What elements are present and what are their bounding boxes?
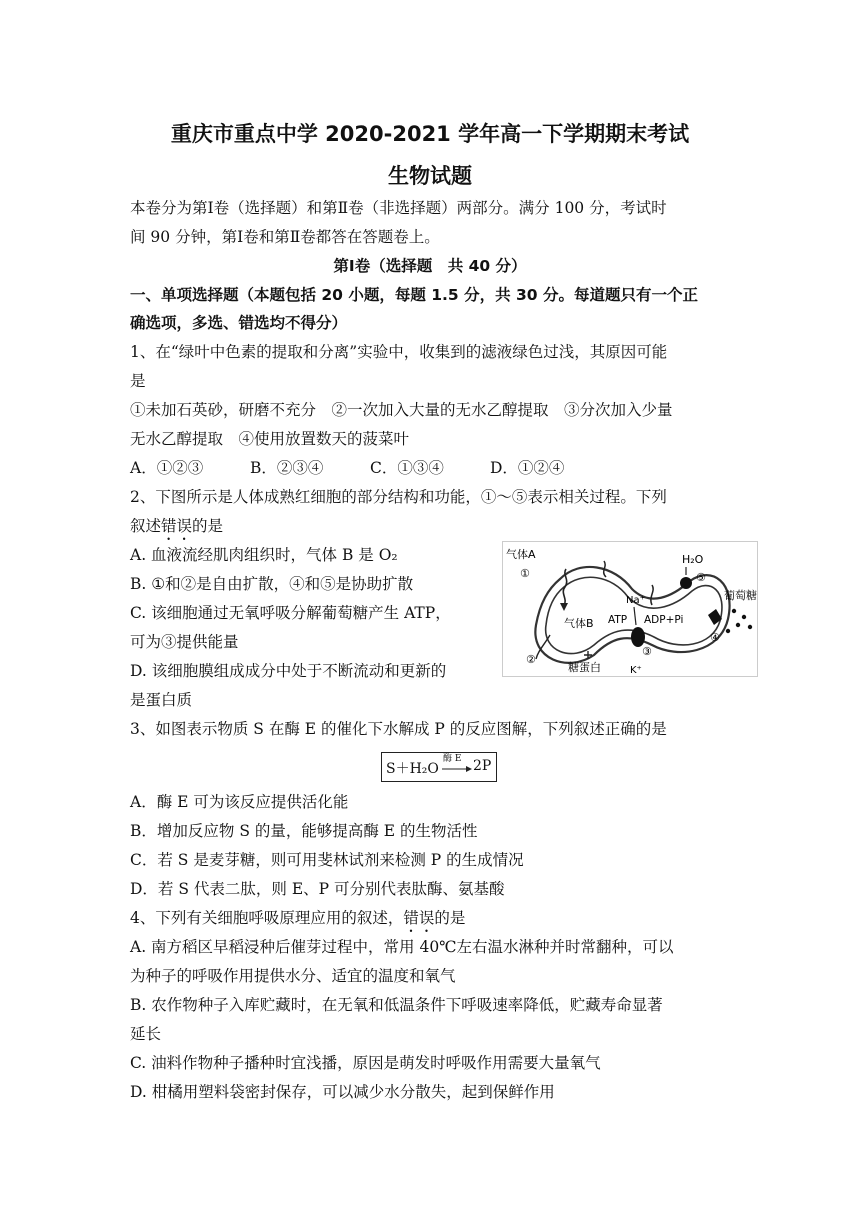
q4-option-b-2: 延长 — [130, 1025, 162, 1043]
process-5-label: ⑤ — [696, 571, 706, 584]
q3-option-a: A．酶 E 可为该反应提供活化能 — [130, 793, 349, 811]
process-2-label: ② — [526, 653, 536, 666]
q3-stem: 3、如图表示物质 S 在酶 E 的催化下水解成 P 的反应图解，下列叙述正确的是 — [130, 720, 667, 738]
q2-option-b: B. ①和②是自由扩散，④和⑤是协助扩散 — [130, 575, 414, 593]
red-blood-cell-figure — [502, 541, 758, 677]
glycoprotein-label: 糖蛋白 — [568, 661, 601, 674]
glucose-dot — [742, 615, 746, 619]
q1-option-c: C．①③④ — [370, 459, 444, 477]
q2-option-d-2: 是蛋白质 — [130, 691, 193, 709]
section-heading: 第Ⅰ卷（选择题 共 40 分） — [333, 257, 527, 275]
q2-option-d-1: D. 该细胞膜组成成分中处于不断流动和更新的 — [130, 662, 447, 680]
q4-option-c: C. 油料作物种子播种时宜浅播，原因是萌发时呼吸作用需要大量氧气 — [130, 1054, 601, 1072]
water-channel-protein — [680, 577, 692, 589]
glucose-dot — [736, 623, 740, 627]
intro-line-2: 间 90 分钟，第Ⅰ卷和第Ⅱ卷都答在答题卷上。 — [130, 228, 440, 246]
sodium-potassium-pump — [631, 627, 645, 647]
part1-instructions-2: 确选项，多选、错选均不得分） — [130, 314, 348, 332]
q1-options — [130, 458, 564, 478]
equation-enzyme: 酶 E — [443, 754, 462, 764]
q2-stem-2: 叙述错误的是 — [130, 517, 224, 535]
gas-b-label: 气体B — [564, 617, 594, 630]
water-label: H₂O — [682, 553, 704, 566]
gas-a-label: 气体A — [506, 548, 536, 561]
potassium-label: K⁺ — [630, 665, 642, 676]
equation-reactants: S＋H₂O — [386, 761, 439, 777]
exam-title: 重庆市重点中学 2020-2021 学年高一下学期期末考试 — [170, 122, 690, 146]
intro-line-1: 本卷分为第Ⅰ卷（选择题）和第Ⅱ卷（非选择题）两部分。满分 100 分，考试时 — [130, 199, 667, 217]
glucose-label: 葡萄糖 — [724, 589, 757, 602]
atp-label: ATP — [608, 614, 628, 626]
glucose-dot — [726, 629, 730, 633]
q2-option-c-1: C. 该细胞通过无氧呼吸分解葡萄糖产生 ATP， — [130, 604, 451, 622]
q2-stem-1: 2、下图所示是人体成熟红细胞的部分结构和功能，①～⑤表示相关过程。下列 — [130, 488, 667, 506]
q1-option-a: A．①②③ — [130, 459, 204, 477]
sodium-label: Na⁺ — [626, 595, 645, 606]
q1-stem-1: 1、在“绿叶中色素的提取和分离”实验中，收集到的滤液绿色过浅，其原因可能 — [130, 343, 668, 361]
process-1-label: ① — [520, 567, 530, 580]
reaction-equation — [381, 752, 497, 782]
glucose-dot — [748, 625, 752, 629]
equation-product: 2P — [473, 758, 492, 774]
q4-stem: 4、下列有关细胞呼吸原理应用的叙述，错误的是 — [130, 909, 466, 927]
part1-instructions-1: 一、单项选择题（本题包括 20 小题，每题 1.5 分，共 30 分。每道题只有一个正 — [130, 286, 698, 304]
q3-option-b: B．增加反应物 S 的量，能够提高酶 E 的生物活性 — [130, 822, 478, 840]
exam-subtitle: 生物试题 — [388, 164, 472, 188]
q3-option-c: C．若 S 是麦芽糖，则可用斐林试剂来检测 P 的生成情况 — [130, 851, 524, 869]
process-3-label: ③ — [642, 645, 652, 658]
q1-option-d: D．①②④ — [490, 459, 565, 477]
q4-emphasis: 错误 — [403, 909, 435, 927]
q1-items-1: ①未加石英砂，研磨不充分 ②一次加入大量的无水乙醇提取 ③分次加入少量 — [130, 401, 673, 419]
q2-emphasis: 错误 — [161, 517, 193, 535]
glucose-dot — [732, 609, 736, 613]
q4-option-d: D. 柑橘用塑料袋密封保存，可以减少水分散失，起到保鲜作用 — [130, 1083, 555, 1101]
adp-label: ADP+Pi — [644, 614, 684, 626]
q4-option-a-2: 为种子的呼吸作用提供水分、适宜的温度和氧气 — [130, 967, 456, 985]
q1-option-b: B．②③④ — [250, 459, 324, 477]
q1-items-2: 无水乙醇提取 ④使用放置数天的菠菜叶 — [130, 430, 410, 448]
q2-option-a: A. 血液流经肌肉组织时，气体 B 是 O₂ — [130, 546, 398, 564]
process-4-label: ④ — [710, 631, 720, 644]
q4-option-a-1: A. 南方稻区早稻浸种后催芽过程中，常用 40℃左右温水淋种并时常翻种，可以 — [130, 938, 674, 956]
q4-option-b-1: B. 农作物种子入库贮藏时，在无氧和低温条件下呼吸速率降低，贮藏寿命显著 — [130, 996, 663, 1014]
q1-stem-2: 是 — [130, 372, 146, 390]
q3-option-d: D．若 S 代表二肽，则 E、P 可分别代表肽酶、氨基酸 — [130, 880, 505, 898]
q2-option-c-2: 可为③提供能量 — [130, 633, 239, 651]
